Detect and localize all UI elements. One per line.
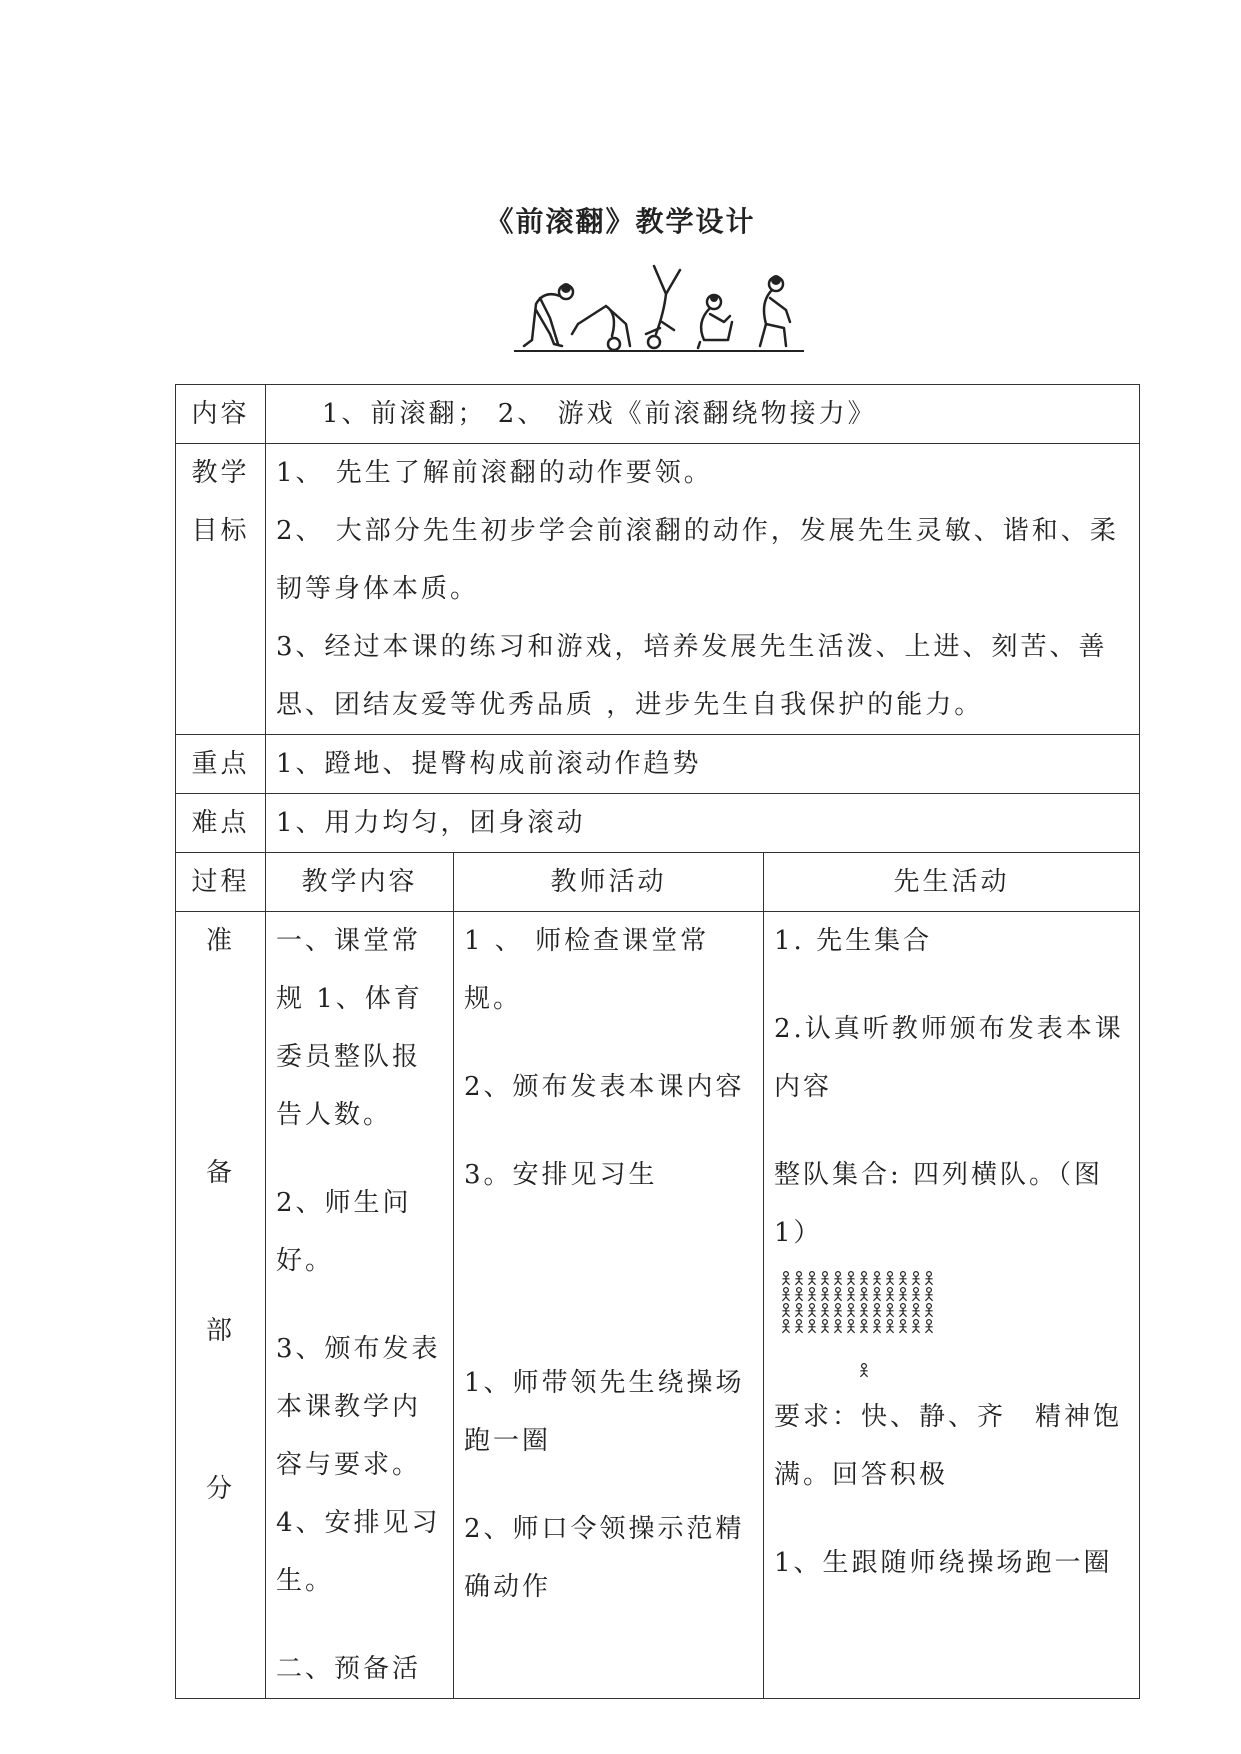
student-figure-icon <box>821 1304 828 1317</box>
teacher-activity-header: 教师活动 <box>454 853 764 912</box>
student-figure-icon <box>834 1272 841 1285</box>
student-figure-icon <box>795 1288 802 1301</box>
student-figure-icon <box>860 1364 867 1377</box>
teacher-activity-item: 1 、 师检查课堂常规。 <box>464 926 710 1014</box>
student-figure-icon <box>912 1304 919 1317</box>
content-text: 1、前滚翻； 2、 游戏《前滚翻绕物接力》 <box>266 385 1140 444</box>
goals-label <box>176 444 266 735</box>
student-figure-icon <box>899 1304 906 1317</box>
student-figure-icon <box>886 1272 893 1285</box>
student-figure-icon <box>782 1272 789 1285</box>
student-figure-icon <box>886 1304 893 1317</box>
student-activity-item: 1、生跟随师绕操场跑一圈 <box>774 1548 1113 1578</box>
student-figure-icon <box>886 1288 893 1301</box>
student-figure-icon <box>912 1272 919 1285</box>
student-figure-icon <box>795 1304 802 1317</box>
teaching-content-item: 一、课堂常规 1、体育委员整队报告人数。 <box>276 926 423 1130</box>
student-figure-icon <box>899 1320 906 1333</box>
student-figure-icon <box>821 1288 828 1301</box>
student-figure-icon <box>795 1320 802 1333</box>
prep-row <box>176 912 1140 1699</box>
student-figure-icon <box>808 1272 815 1285</box>
student-figure-icon <box>808 1320 815 1333</box>
goal-item: 3、经过本课的练习和游戏，培养发展先生活泼、上进、刻苦、善思、团结友爱等优秀品质 ，进步先生自我保护的能力。 <box>276 632 1108 720</box>
student-figure-icon <box>873 1288 880 1301</box>
prep-teaching-content <box>266 912 454 1699</box>
formation-diagram-icon <box>776 1268 956 1378</box>
student-figure-icon <box>847 1272 854 1285</box>
prep-label <box>176 912 266 1699</box>
difficulty-label: 难点 <box>176 794 266 853</box>
student-figure-icon <box>860 1288 867 1301</box>
student-figure-icon <box>795 1272 802 1285</box>
student-figure-icon <box>873 1304 880 1317</box>
student-figure-icon <box>899 1288 906 1301</box>
student-figure-icon <box>873 1272 880 1285</box>
student-figure-icon <box>860 1320 867 1333</box>
difficulty-row <box>176 794 1140 853</box>
prep-label-char: 备 <box>205 1158 235 1188</box>
prep-label-char: 准 <box>205 926 235 956</box>
forward-roll-illustration <box>514 262 804 354</box>
key-point-row <box>176 735 1140 794</box>
goals-text <box>266 444 1140 735</box>
student-figure-icon <box>808 1304 815 1317</box>
goals-label-line-2: 目标 <box>191 516 250 546</box>
student-activity-item: 整队集合: 四列横队。（图 1） <box>774 1160 1104 1248</box>
student-figure-icon <box>834 1288 841 1301</box>
content-row <box>176 385 1140 444</box>
student-figure-icon <box>808 1288 815 1301</box>
teacher-activity-item: 1、师带领先生绕操场跑一圈 <box>464 1368 745 1456</box>
student-figure-icon <box>782 1288 789 1301</box>
student-figure-icon <box>912 1320 919 1333</box>
goal-item: 1、 先生了解前滚翻的动作要领。 <box>276 458 713 488</box>
goals-row <box>176 444 1140 735</box>
header-row <box>176 853 1140 912</box>
student-figure-icon <box>925 1288 932 1301</box>
student-figure-icon <box>782 1304 789 1317</box>
content-label: 内容 <box>176 385 266 444</box>
teacher-activity-item: 2、师口令领操示范精确动作 <box>464 1514 745 1602</box>
student-figure-icon <box>873 1320 880 1333</box>
lesson-plan-table <box>175 384 1140 1699</box>
key-point-label: 重点 <box>176 735 266 794</box>
student-figure-icon <box>834 1304 841 1317</box>
student-activity-header: 先生活动 <box>764 853 1140 912</box>
difficulty-text: 1、用力均匀，团身滚动 <box>266 794 1140 853</box>
goal-item: 2、 大部分先生初步学会前滚翻的动作，发展先生灵敏、谐和、柔韧等身体本质。 <box>276 516 1119 604</box>
student-figure-icon <box>821 1272 828 1285</box>
prep-student-activity <box>764 912 1140 1699</box>
student-figure-icon <box>860 1272 867 1285</box>
student-figure-icon <box>899 1272 906 1285</box>
teaching-content-item: 3、颁布发表本课教学内容与要求。4、安排见习生。 <box>276 1334 441 1596</box>
student-activity-item: 1. 先生集合 <box>774 926 933 956</box>
process-header: 过程 <box>176 853 266 912</box>
student-figure-icon <box>925 1320 932 1333</box>
student-figure-icon <box>925 1304 932 1317</box>
prep-label-char: 部 <box>205 1316 235 1346</box>
student-figure-icon <box>834 1320 841 1333</box>
teacher-activity-item: 3。安排见习生 <box>464 1160 658 1190</box>
prep-teacher-activity <box>454 912 764 1699</box>
student-figure-icon <box>886 1320 893 1333</box>
page-title: 《前滚翻》教学设计 <box>485 205 756 238</box>
student-figure-icon <box>912 1288 919 1301</box>
prep-label-char: 分 <box>205 1474 235 1504</box>
student-figure-icon <box>847 1288 854 1301</box>
student-figure-icon <box>925 1272 932 1285</box>
student-activity-item: 2.认真听教师颁布发表本课内容 <box>774 1014 1124 1102</box>
goals-label-line-1: 教学 <box>191 458 250 488</box>
student-figure-icon <box>860 1304 867 1317</box>
student-figure-icon <box>782 1320 789 1333</box>
student-activity-item: 要求：快、静、齐 精神饱满。回答积极 <box>774 1402 1123 1490</box>
student-figure-icon <box>847 1304 854 1317</box>
key-point-text: 1、蹬地、提臀构成前滚动作趋势 <box>266 735 1140 794</box>
teacher-activity-item: 2、颁布发表本课内容 <box>464 1072 745 1102</box>
student-figure-icon <box>847 1320 854 1333</box>
student-figure-icon <box>821 1320 828 1333</box>
teaching-content-item: 二、预备活 <box>276 1654 422 1684</box>
teaching-content-item: 2、师生问好。 <box>276 1188 412 1276</box>
teaching-content-header: 教学内容 <box>266 853 454 912</box>
